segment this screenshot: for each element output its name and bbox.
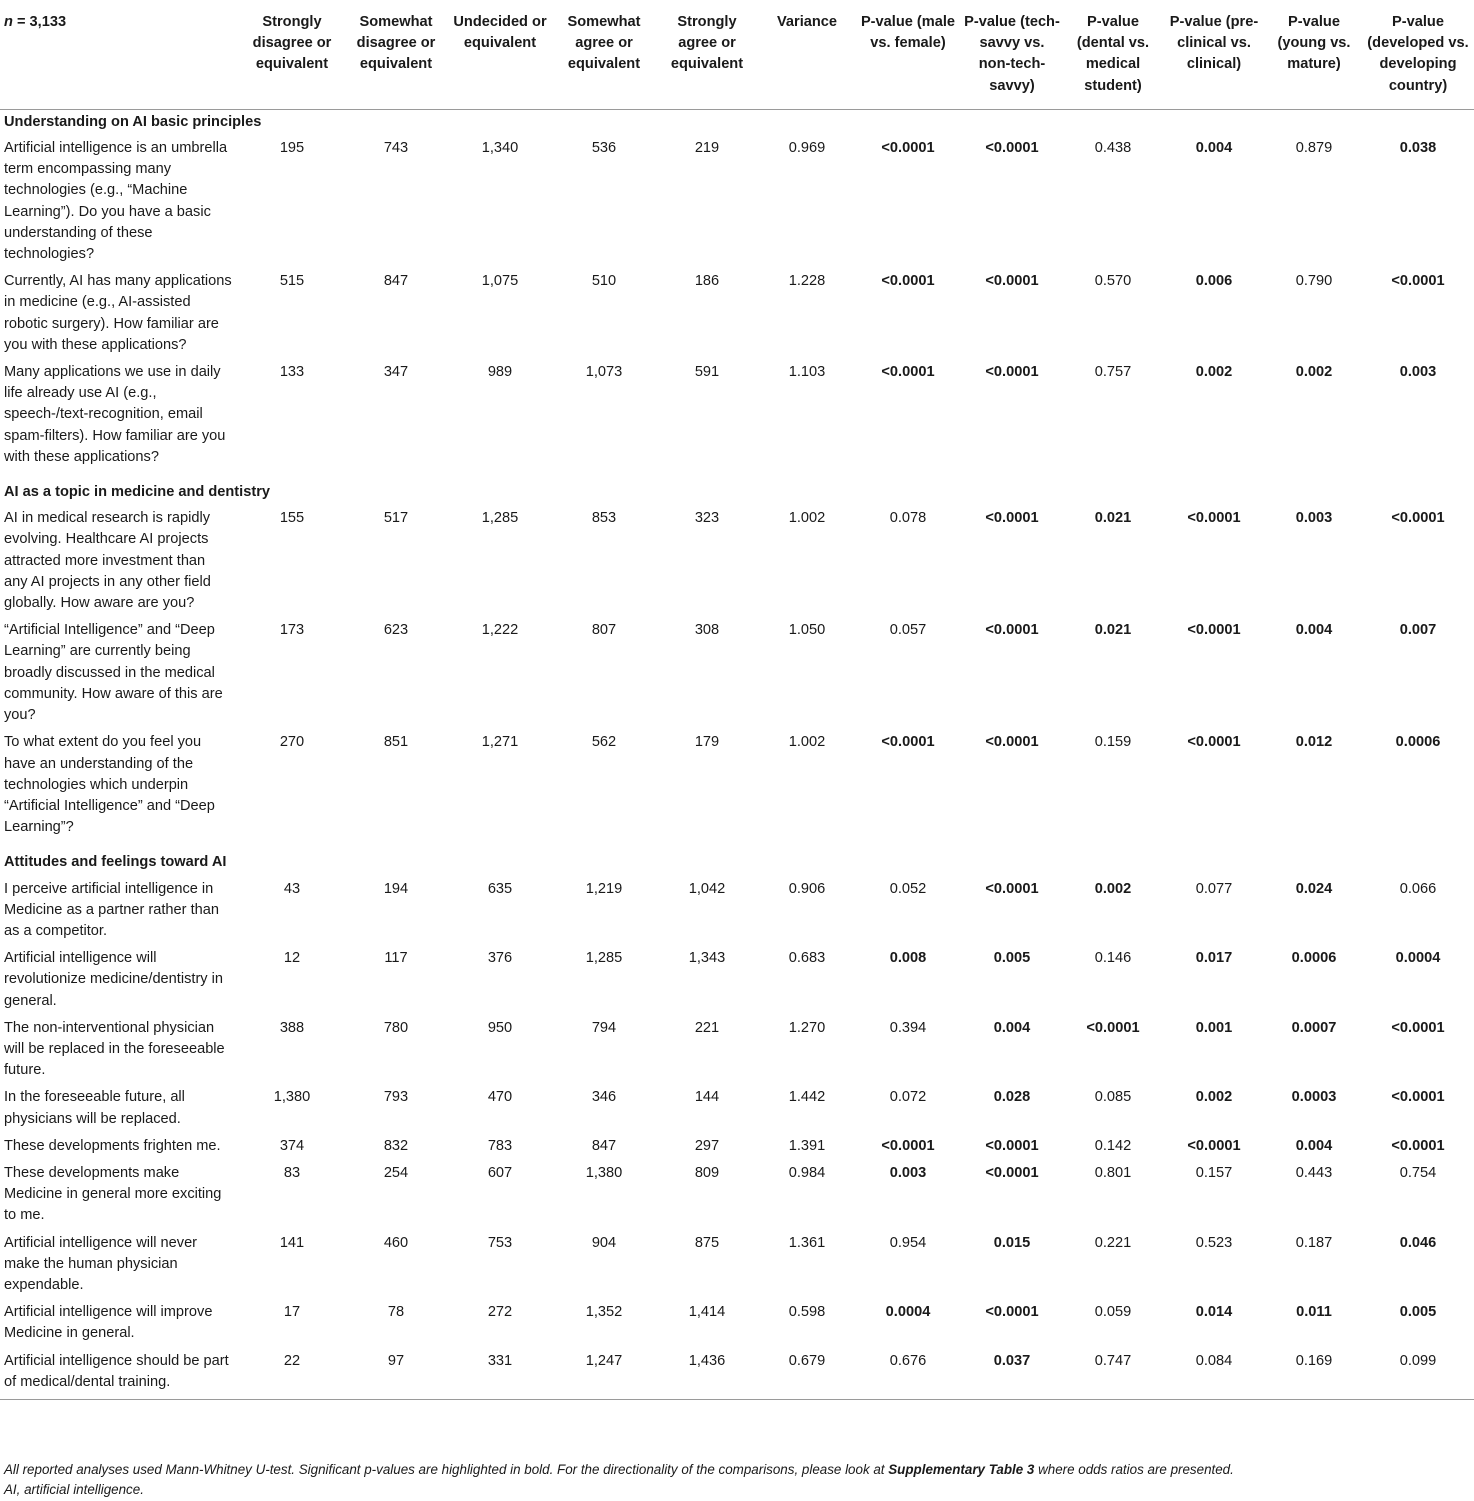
value-cell: 809 <box>694 1164 720 1181</box>
value-cell: 12 <box>283 950 301 967</box>
value-cell: 0.001 <box>1195 1019 1233 1036</box>
value-cell: 517 <box>383 510 409 527</box>
value-cell: 832 <box>383 1137 409 1154</box>
value-cell: 1,075 <box>481 273 519 290</box>
question-cell: In the foreseeable future, all physicians will be replaced. <box>4 1089 185 1127</box>
value-cell: <0.0001 <box>985 880 1039 897</box>
value-cell: 1,042 <box>688 880 726 897</box>
value-cell: 875 <box>694 1234 720 1251</box>
table-row <box>0 1297 1474 1345</box>
question-cell: Artificial intelligence will never make the human physician expendable. <box>4 1234 198 1293</box>
question-cell: These developments make Medicine in general more exciting to me. <box>4 1164 222 1224</box>
value-cell: 0.879 <box>1295 140 1333 157</box>
value-cell: <0.0001 <box>985 273 1039 290</box>
value-cell: 0.438 <box>1094 140 1132 157</box>
table-row <box>0 1082 1474 1130</box>
value-cell: 0.002 <box>1295 364 1333 381</box>
value-cell: 536 <box>591 140 617 157</box>
value-cell: 0.002 <box>1094 880 1132 897</box>
column-header: Somewhat agree or equivalent <box>552 0 656 109</box>
value-cell: 388 <box>279 1019 305 1036</box>
question-cell: I perceive artificial intelligence in Medicine as a partner rather than as a competitor. <box>4 880 219 939</box>
value-cell: <0.0001 <box>985 1304 1039 1321</box>
value-cell: 0.003 <box>889 1164 927 1181</box>
table-row <box>0 615 1474 727</box>
column-header: Somewhat disagree or equivalent <box>344 0 448 109</box>
value-cell: <0.0001 <box>985 364 1039 381</box>
value-cell: 0.052 <box>889 880 927 897</box>
value-cell: 0.021 <box>1094 622 1132 639</box>
value-cell: 0.969 <box>788 140 826 157</box>
value-cell: 194 <box>383 880 409 897</box>
value-cell: 0.002 <box>1195 364 1233 381</box>
value-cell: 0.0003 <box>1291 1089 1337 1106</box>
value-cell: 78 <box>387 1304 405 1321</box>
value-cell: <0.0001 <box>1187 1137 1241 1154</box>
value-cell: 1,247 <box>552 1346 656 1400</box>
value-cell: 133 <box>279 364 305 381</box>
value-cell: 1.002 <box>788 510 826 527</box>
table-row <box>0 266 1474 357</box>
question-cell: Artificial intelligence should be part of medical/dental training. <box>0 1346 240 1400</box>
value-cell: 794 <box>591 1019 617 1036</box>
value-cell: 347 <box>383 364 409 381</box>
column-header: Strongly agree or equivalent <box>656 0 758 109</box>
value-cell: 1.103 <box>788 364 826 381</box>
value-cell: 331 <box>448 1346 552 1400</box>
value-cell: 1,271 <box>481 734 519 751</box>
value-cell: 904 <box>591 1234 617 1251</box>
value-cell: 0.012 <box>1295 734 1333 751</box>
value-cell: 374 <box>279 1137 305 1154</box>
value-cell: 0.169 <box>1266 1346 1362 1400</box>
value-cell: 0.077 <box>1195 880 1233 897</box>
table-row <box>0 1013 1474 1083</box>
value-cell: 0.028 <box>993 1089 1031 1106</box>
value-cell: 0.984 <box>788 1164 826 1181</box>
table-row <box>0 874 1474 944</box>
value-cell: 623 <box>383 622 409 639</box>
value-cell: 0.0004 <box>885 1304 931 1321</box>
column-header: P-value (young vs. mature) <box>1266 0 1362 109</box>
footnote-abbreviation: AI, artificial intelligence. <box>4 1482 144 1497</box>
column-header: Strongly disagree or equivalent <box>240 0 344 109</box>
table-body <box>0 109 1474 1399</box>
value-cell: 0.085 <box>1094 1089 1132 1106</box>
value-cell: 635 <box>487 880 513 897</box>
value-cell: <0.0001 <box>985 1164 1039 1181</box>
value-cell: 0.037 <box>960 1346 1064 1400</box>
column-header: P-value (male vs. female) <box>856 0 960 109</box>
value-cell: 0.005 <box>993 950 1031 967</box>
value-cell: 83 <box>283 1164 301 1181</box>
value-cell: 0.221 <box>1094 1234 1132 1251</box>
value-cell: 0.443 <box>1295 1164 1333 1181</box>
value-cell: 0.015 <box>993 1234 1031 1251</box>
value-cell: 0.159 <box>1094 734 1132 751</box>
value-cell: <0.0001 <box>881 364 935 381</box>
table-row <box>0 357 1474 469</box>
value-cell: 1,285 <box>585 950 623 967</box>
value-cell: 460 <box>383 1234 409 1251</box>
value-cell: 0.004 <box>1195 140 1233 157</box>
value-cell: 0.059 <box>1094 1304 1132 1321</box>
value-cell: <0.0001 <box>1187 734 1241 751</box>
value-cell: 510 <box>591 273 617 290</box>
value-cell: 0.676 <box>856 1346 960 1400</box>
value-cell: 155 <box>279 510 305 527</box>
value-cell: 0.005 <box>1399 1304 1437 1321</box>
value-cell: 0.003 <box>1295 510 1333 527</box>
value-cell: 97 <box>344 1346 448 1400</box>
value-cell: 0.008 <box>889 950 927 967</box>
value-cell: 0.004 <box>1295 1137 1333 1154</box>
value-cell: 783 <box>487 1137 513 1154</box>
value-cell: 851 <box>383 734 409 751</box>
section-title: Attitudes and feelings toward AI <box>4 854 227 871</box>
value-cell: 1.228 <box>788 273 826 290</box>
value-cell: 0.801 <box>1094 1164 1132 1181</box>
value-cell: 807 <box>591 622 617 639</box>
sample-size-header: n = 3,133 <box>0 0 240 109</box>
table-row <box>0 1131 1474 1158</box>
section-header-row <box>0 839 1474 873</box>
table-row <box>0 1228 1474 1298</box>
supplementary-reference: Supplementary Table 3 <box>888 1462 1035 1477</box>
value-cell: 0.523 <box>1195 1234 1233 1251</box>
question-cell: These developments frighten me. <box>4 1137 221 1154</box>
value-cell: 308 <box>694 622 720 639</box>
value-cell: 0.003 <box>1399 364 1437 381</box>
value-cell: 0.072 <box>889 1089 927 1106</box>
value-cell: 0.683 <box>788 950 826 967</box>
value-cell: 1,380 <box>585 1164 623 1181</box>
value-cell: 780 <box>383 1019 409 1036</box>
value-cell: 515 <box>279 273 305 290</box>
column-header: P-value (pre-clinical vs. clinical) <box>1162 0 1266 109</box>
column-header: Variance <box>758 0 856 109</box>
value-cell: 0.014 <box>1195 1304 1233 1321</box>
value-cell: 470 <box>487 1089 513 1106</box>
value-cell: <0.0001 <box>881 273 935 290</box>
question-cell: To what extent do you feel you have an understanding of the technologies which underpin “Artificial Intelligence” and “Deep Learning”? <box>4 734 215 836</box>
table-row <box>0 503 1474 615</box>
value-cell: 1,340 <box>481 140 519 157</box>
value-cell: <0.0001 <box>985 510 1039 527</box>
value-cell: <0.0001 <box>1391 1019 1445 1036</box>
value-cell: 0.0004 <box>1395 950 1441 967</box>
value-cell: 0.006 <box>1195 273 1233 290</box>
value-cell: 186 <box>694 273 720 290</box>
value-cell: 144 <box>694 1089 720 1106</box>
value-cell: 0.754 <box>1399 1164 1437 1181</box>
value-cell: 0.038 <box>1399 140 1437 157</box>
value-cell: 0.078 <box>889 510 927 527</box>
value-cell: 0.790 <box>1295 273 1333 290</box>
table-header <box>0 0 1474 109</box>
value-cell: 0.046 <box>1399 1234 1437 1251</box>
value-cell: <0.0001 <box>985 622 1039 639</box>
section-header-row <box>0 469 1474 503</box>
value-cell: 0.570 <box>1094 273 1132 290</box>
question-cell: Artificial intelligence will improve Medicine in general. <box>4 1304 213 1342</box>
value-cell: 0.679 <box>758 1346 856 1400</box>
column-header: P-value (developed vs. developing country) <box>1362 0 1474 109</box>
value-cell: 1,285 <box>481 510 519 527</box>
value-cell: 141 <box>279 1234 305 1251</box>
value-cell: <0.0001 <box>1391 1089 1445 1106</box>
value-cell: <0.0001 <box>881 140 935 157</box>
value-cell: 607 <box>487 1164 513 1181</box>
value-cell: <0.0001 <box>1086 1019 1140 1036</box>
value-cell: <0.0001 <box>1187 622 1241 639</box>
section-title: Understanding on AI basic principles <box>4 113 262 130</box>
value-cell: 272 <box>487 1304 513 1321</box>
value-cell: 989 <box>487 364 513 381</box>
value-cell: 1.050 <box>788 622 826 639</box>
value-cell: 0.017 <box>1195 950 1233 967</box>
value-cell: 1,222 <box>481 622 519 639</box>
value-cell: <0.0001 <box>881 734 935 751</box>
value-cell: 0.394 <box>889 1019 927 1036</box>
value-cell: 0.598 <box>788 1304 826 1321</box>
value-cell: 1,352 <box>585 1304 623 1321</box>
column-header: Undecided or equivalent <box>448 0 552 109</box>
table-row <box>0 1158 1474 1228</box>
value-cell: 0.004 <box>1295 622 1333 639</box>
value-cell: 853 <box>591 510 617 527</box>
value-cell: 1.361 <box>788 1234 826 1251</box>
value-cell: 0.021 <box>1094 510 1132 527</box>
value-cell: 847 <box>591 1137 617 1154</box>
value-cell: 1,436 <box>656 1346 758 1400</box>
value-cell: <0.0001 <box>1187 510 1241 527</box>
value-cell: <0.0001 <box>1391 510 1445 527</box>
section-title: AI as a topic in medicine and dentistry <box>4 484 270 501</box>
column-header: P-value (tech-savvy vs. non-tech-savvy) <box>960 0 1064 109</box>
question-cell: Artificial intelligence is an umbrella term encompassing many technologies (e.g., “Machine Learning”). Do you have a basic understanding of these technologies? <box>4 140 228 263</box>
value-cell: 0.146 <box>1094 950 1132 967</box>
value-cell: <0.0001 <box>985 1137 1039 1154</box>
value-cell: 221 <box>694 1019 720 1036</box>
value-cell: 219 <box>694 140 720 157</box>
question-cell: “Artificial Intelligence” and “Deep Learning” are currently being broadly discussed in the medical community. How aware of this are you? <box>4 622 223 724</box>
value-cell: 0.002 <box>1195 1089 1233 1106</box>
value-cell: <0.0001 <box>985 734 1039 751</box>
question-cell: Artificial intelligence will revolutionize medicine/dentistry in general. <box>4 950 224 1009</box>
value-cell: 0.004 <box>993 1019 1031 1036</box>
value-cell: <0.0001 <box>985 140 1039 157</box>
section-header-row <box>0 109 1474 133</box>
value-cell: 0.0007 <box>1291 1019 1337 1036</box>
value-cell: 297 <box>694 1137 720 1154</box>
value-cell: 0.011 <box>1296 1304 1332 1321</box>
value-cell: 743 <box>383 140 409 157</box>
value-cell: 254 <box>383 1164 409 1181</box>
value-cell: 0.187 <box>1295 1234 1333 1251</box>
value-cell: 1.391 <box>788 1137 826 1154</box>
question-cell: AI in medical research is rapidly evolving. Healthcare AI projects attracted more investment than any AI projects in any other field globally. How aware are you? <box>4 510 211 612</box>
value-cell: 0.906 <box>788 880 826 897</box>
column-header: P-value (dental vs. medical student) <box>1064 0 1162 109</box>
value-cell: 793 <box>383 1089 409 1106</box>
value-cell: 0.057 <box>889 622 927 639</box>
value-cell: 0.0006 <box>1291 950 1337 967</box>
table-row <box>0 943 1474 1013</box>
header-row <box>0 0 1474 109</box>
value-cell: 117 <box>384 950 408 967</box>
value-cell: 179 <box>694 734 720 751</box>
table-row <box>0 133 1474 266</box>
value-cell: 0.084 <box>1162 1346 1266 1400</box>
value-cell: 753 <box>487 1234 513 1251</box>
value-cell: 1,414 <box>688 1304 726 1321</box>
question-cell: Many applications we use in daily life already use AI (e.g., speech-/text-recognition, email spam-filters). How familiar are you with these applications? <box>4 364 226 465</box>
value-cell: 591 <box>694 364 720 381</box>
value-cell: 0.142 <box>1094 1137 1132 1154</box>
value-cell: 0.954 <box>889 1234 927 1251</box>
table-row <box>0 1346 1474 1400</box>
value-cell: 22 <box>240 1346 344 1400</box>
value-cell: <0.0001 <box>1391 1137 1445 1154</box>
value-cell: 0.157 <box>1195 1164 1233 1181</box>
value-cell: 346 <box>591 1089 617 1106</box>
value-cell: 1,380 <box>273 1089 311 1106</box>
value-cell: 0.0006 <box>1395 734 1441 751</box>
value-cell: 1,343 <box>688 950 726 967</box>
value-cell: 323 <box>694 510 720 527</box>
value-cell: 950 <box>487 1019 513 1036</box>
table-row <box>0 727 1474 839</box>
value-cell: 1,073 <box>585 364 623 381</box>
value-cell: 1.442 <box>788 1089 826 1106</box>
value-cell: 1.002 <box>788 734 826 751</box>
value-cell: 17 <box>283 1304 301 1321</box>
value-cell: 847 <box>383 273 409 290</box>
value-cell: 195 <box>279 140 305 157</box>
table-footnotes <box>4 1460 1464 1500</box>
value-cell: 43 <box>283 880 301 897</box>
footnote-methods: All reported analyses used Mann-Whitney U-test. Significant p-values are highlighted in bold. For the directionality of the comparisons, please look at Supplementary Table 3 where odds ratios are presented. <box>4 1462 1234 1477</box>
value-cell: 1.270 <box>788 1019 826 1036</box>
value-cell: 0.747 <box>1064 1346 1162 1400</box>
value-cell: 270 <box>279 734 305 751</box>
value-cell: 0.099 <box>1362 1346 1474 1400</box>
value-cell: <0.0001 <box>1391 273 1445 290</box>
value-cell: <0.0001 <box>881 1137 935 1154</box>
value-cell: 0.757 <box>1094 364 1132 381</box>
value-cell: 376 <box>487 950 513 967</box>
question-cell: Currently, AI has many applications in medicine (e.g., AI-assisted robotic surgery). How familiar are you with these applications? <box>4 273 232 353</box>
value-cell: 0.007 <box>1399 622 1437 639</box>
value-cell: 562 <box>591 734 617 751</box>
value-cell: 0.024 <box>1295 880 1333 897</box>
value-cell: 0.066 <box>1399 880 1437 897</box>
value-cell: 173 <box>279 622 305 639</box>
question-cell: The non-interventional physician will be replaced in the foreseeable future. <box>4 1019 225 1079</box>
value-cell: 1,219 <box>585 880 623 897</box>
